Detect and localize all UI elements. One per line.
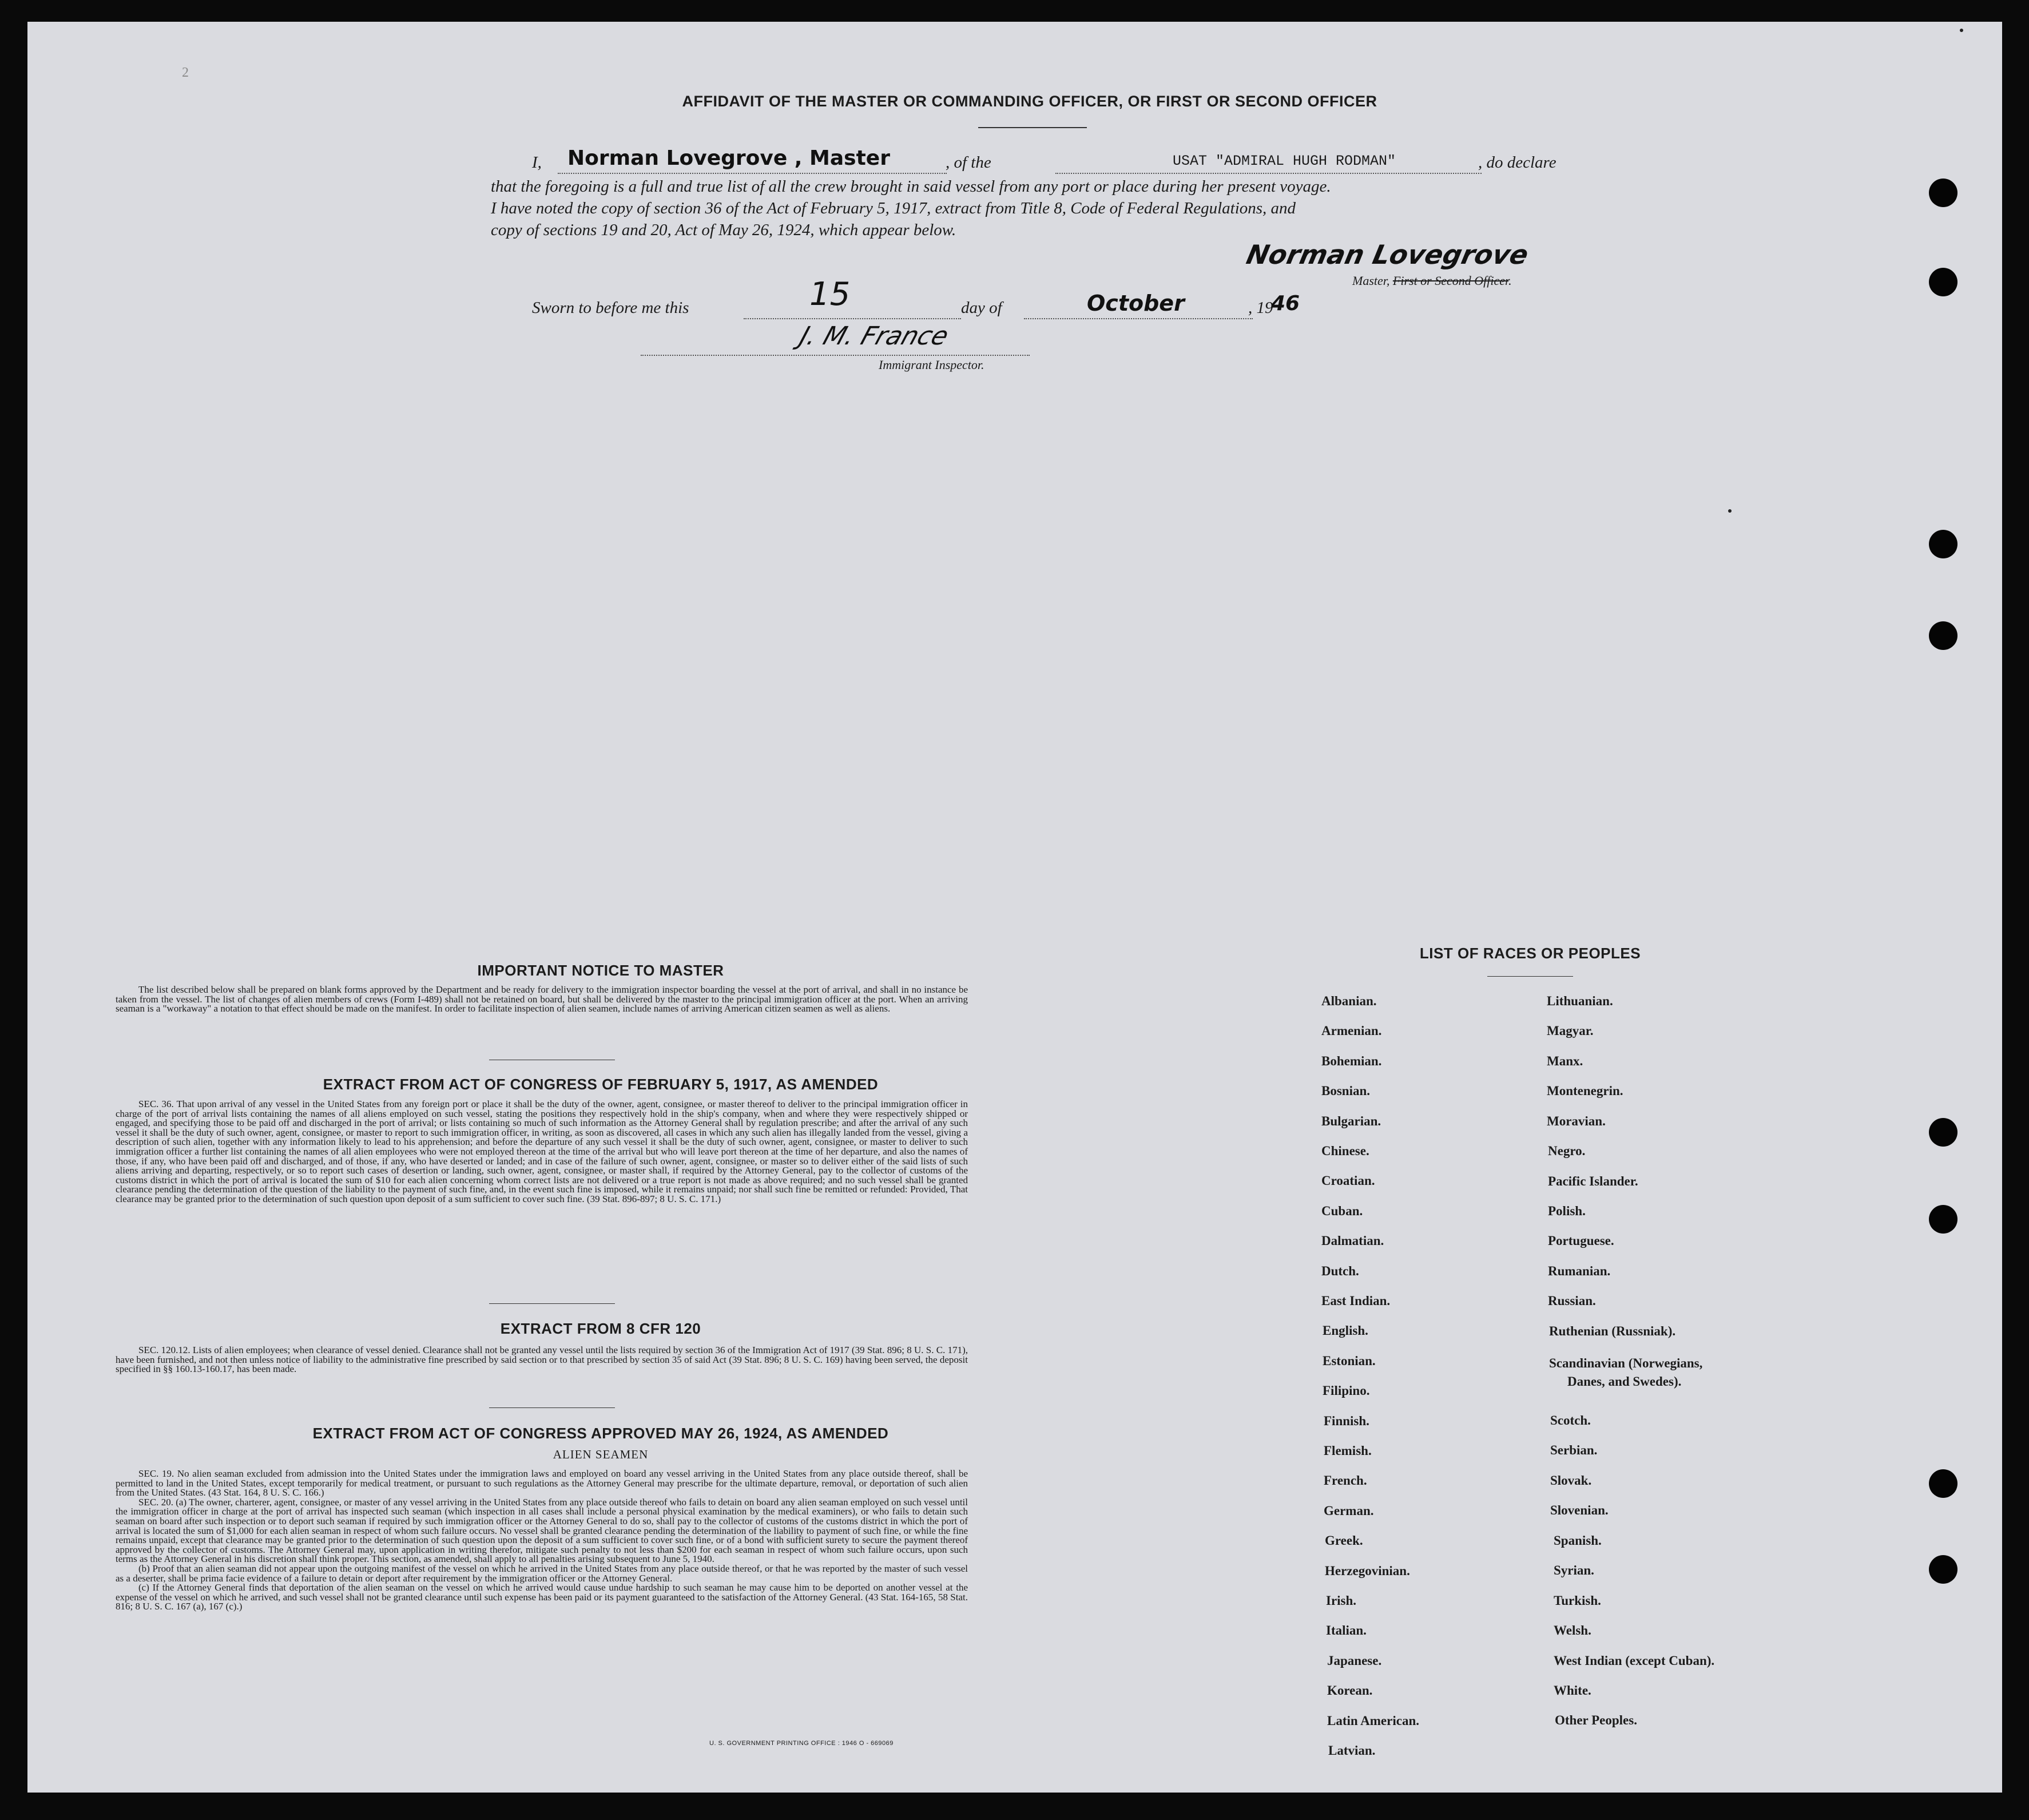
speck (1728, 509, 1732, 513)
race-item: Irish. (1326, 1593, 1357, 1608)
master-signature: Norman Lovegrove (1244, 239, 1531, 270)
binder-hole (1929, 1205, 1957, 1234)
affidavit-title: AFFIDAVIT OF THE MASTER OR COMMANDING OFFICER, OR FIRST OR SECOND OFFICER (682, 93, 1377, 110)
notice-title: IMPORTANT NOTICE TO MASTER (477, 962, 724, 979)
race-item: Rumanian. (1548, 1264, 1611, 1278)
race-item: Scandinavian (Norwegians, (1549, 1356, 1703, 1370)
race-item: Finnish. (1324, 1413, 1369, 1428)
race-item: Welsh. (1554, 1623, 1591, 1637)
race-item: East Indian. (1321, 1294, 1391, 1308)
race-item: Negro. (1548, 1144, 1586, 1158)
race-item: Dalmatian. (1321, 1234, 1384, 1248)
race-item: Danes, and Swedes). (1567, 1374, 1682, 1389)
section-120-12-paragraph: SEC. 120.12. Lists of alien employees; when clearance of vessel denied. Clearance shall not be granted any vessel until the lists required by section 36 of the Immigration Act of 1917 (39 Stat. 896; 8 U. S. C. 171), have been furnished, and not then unless notice of liability to the administrative fine prescribed by said section or to that prescribed by section 35 of said Act (39 Stat. 896; 8 U. S. C. 169) having been served, the deposit specified in §§ 160.13-160.17, has been made. (116, 1345, 968, 1375)
race-item: French. (1324, 1473, 1367, 1488)
binder-hole (1929, 530, 1957, 558)
race-item: German. (1324, 1503, 1374, 1518)
race-item: Lithuanian. (1547, 994, 1613, 1008)
divider (978, 127, 1087, 128)
race-item: Japanese. (1327, 1653, 1382, 1668)
extract-1917-body (116, 1100, 968, 1204)
extract-1924-body (116, 1469, 968, 1612)
declaration-prefix: I, (532, 153, 542, 172)
races-title: LIST OF RACES OR PEOPLES (1419, 945, 1641, 962)
race-item: Bulgarian. (1321, 1113, 1381, 1128)
race-item: Dutch. (1321, 1263, 1359, 1278)
day-of-label: day of (961, 299, 1002, 317)
month-handwritten: October (1087, 291, 1185, 316)
extract-1924-title: EXTRACT FROM ACT OF CONGRESS APPROVED MAY 26, 1924, AS AMENDED (312, 1425, 889, 1442)
master-caption (1352, 273, 1512, 288)
race-item: Turkish. (1554, 1593, 1601, 1608)
section-20b-paragraph: (b) Proof that an alien seaman did not appear upon the outgoing manifest of the vessel on which he arrived in the United States from any place outside thereof, or that he was reported by the master of such vessel as a deserter, shall be prima facie evidence of a failure to detain or deport after requirement by the immigration officer or the Attorney General. (116, 1563, 968, 1584)
race-item: Syrian. (1554, 1563, 1594, 1577)
struck-caption: First or Second Officer (1392, 273, 1509, 288)
race-item: Herzegovinian. (1325, 1563, 1410, 1578)
affidavit-line-2: that the foregoing is a full and true list of all the crew brought in said vessel from any port or place during her present voyage. (491, 177, 1331, 196)
race-item: Slovenian. (1550, 1503, 1609, 1517)
race-item: Montenegrin. (1547, 1084, 1623, 1098)
do-declare-label: , do declare (1478, 153, 1557, 172)
race-item: English. (1323, 1323, 1368, 1338)
race-item: Slovak. (1550, 1473, 1592, 1488)
affidavit-line-4: copy of sections 19 and 20, Act of May 26, 1924, which appear below. (491, 221, 956, 239)
race-item: Pacific Islander. (1548, 1174, 1638, 1188)
day-handwritten: 15 (809, 276, 851, 313)
race-item: Manx. (1547, 1054, 1583, 1068)
race-item: Scotch. (1550, 1413, 1591, 1428)
alien-seamen-subtitle: ALIEN SEAMEN (553, 1448, 649, 1461)
race-item: Croatian. (1321, 1173, 1375, 1188)
caption-period: . (1508, 273, 1512, 288)
section-36-paragraph: SEC. 36. That upon arrival of any vessel in the United States from any foreign port or place it shall be the duty of the owner, agent, consignee, or master thereof to deliver to the principal immigration officer in charge of the port of arrival lists containing the names of all aliens employed on such vessel, stating the positions they respectively hold in the ship's company, when and where they were respectively shipped or engaged, and specifying those to be paid off and discharged in the port of arrival; or lists containing so much of such information as the Attorney General shall by regulation prescribe; and after the arrival of any such vessel it shall be the duty of such owner, agent, consignee, or master to report to such immigration officer, in writing, as soon as discovered, all cases in which any such alien has illegally landed from the vessel, giving a description of such alien, together with any information likely to lead to his apprehension; and before the departure of any such vessel it shall be the duty of such owner, agent, consignee, or master to deliver to such immigration officer a further list containing the names of all alien employees who were not employed thereon at the time of the arrival but who will leave port thereon at the time of her departure, and also the names of those, if any, who have been paid off and discharged, and of those, if any, who have deserted or landed; and in case of the failure of such owner, agent, consignee, or master so to deliver either of the said lists of such aliens arriving and departing, respectively, or so to report such cases of desertion or landing, such owner, agent, consignee, or master shall, if required by the Attorney General, pay to the collector of customs of the customs district in which the port of arrival is located the sum of $10 for each alien concerning whom correct lists are not delivered or a true report is not made as above required; and no such vessel shall be granted clearance pending the determination of the question of the liability to the payment of such fine, and, in the event such fine is imposed, while it remains unpaid; nor shall such fine be remitted or refunded: Provided, That clearance may be granted prior to the determination of such question upon deposit of a sum sufficient to cover such fine. (39 Stat. 896-897; 8 U. S. C. 171.) (116, 1099, 968, 1204)
year-handwritten: 46 (1271, 292, 1300, 315)
section-19-paragraph: SEC. 19. No alien seaman excluded from admission into the United States under the immigration laws and employed on board any vessel arriving in the United States from any place outside thereof, shall be permitted to land in the United States, except temporarily for medical treatment, or pursuant to such regulations as the Attorney General may prescribe for the ultimate departure, removal, or deportation of such alien from the United States. (43 Stat. 164, 8 U. S. C. 166.) (116, 1468, 968, 1498)
race-item: Flemish. (1324, 1444, 1372, 1458)
day-underline (744, 318, 961, 319)
vessel-underline (1055, 173, 1482, 174)
race-item: Magyar. (1547, 1024, 1594, 1038)
binder-hole (1929, 1118, 1957, 1147)
inspector-signature: J. M. France (796, 322, 952, 351)
inspector-underline (641, 355, 1030, 356)
race-item: Moravian. (1547, 1114, 1606, 1128)
race-item: White. (1554, 1683, 1591, 1698)
page-number: 2 (182, 65, 189, 80)
year-prefix: , 19 (1248, 299, 1273, 317)
binder-hole (1929, 179, 1957, 207)
race-item: West Indian (except Cuban). (1554, 1654, 1715, 1668)
race-item: Latvian. (1328, 1743, 1376, 1758)
extract-1917-title: EXTRACT FROM ACT OF CONGRESS OF FEBRUARY 5, 1917, AS AMENDED (323, 1076, 879, 1093)
name-underline (558, 173, 947, 174)
extract-cfr-body (116, 1346, 968, 1374)
race-item: Other Peoples. (1555, 1713, 1637, 1727)
of-the-label: , of the (946, 153, 991, 172)
race-item: Bosnian. (1321, 1084, 1371, 1099)
vessel-name-typed: USAT "ADMIRAL HUGH RODMAN" (1173, 153, 1396, 169)
notice-paragraph: The list described below shall be prepared on blank forms approved by the Department and be ready for delivery to the immigration inspector boarding the vessel at the port of arrival, and shall in no instance be taken from the vessel. The list of changes of alien members of crews (Form I-489) shall not be retained on board, but shall be delivered by the master to the principal immigration officer at the port. When an arriving seaman is a "workaway" a notation to that effect should be made on the manifest. In order to facilitate inspection of alien seamen, include names of arriving American citizen seamen as well as aliens. (116, 984, 968, 1014)
race-item: Albanian. (1321, 994, 1377, 1008)
race-item: Greek. (1325, 1533, 1363, 1548)
binder-hole (1929, 268, 1957, 296)
race-item: Serbian. (1550, 1443, 1598, 1457)
race-item: Russian. (1548, 1294, 1596, 1308)
extract-cfr-title: EXTRACT FROM 8 CFR 120 (500, 1320, 701, 1337)
binder-hole (1929, 1469, 1957, 1498)
race-item: Filipino. (1323, 1383, 1370, 1398)
race-item: Polish. (1548, 1204, 1586, 1218)
divider (489, 1303, 615, 1304)
speck (1960, 29, 1963, 32)
race-item: Spanish. (1554, 1533, 1602, 1548)
binder-hole (1929, 1555, 1957, 1584)
race-item: Cuban. (1321, 1203, 1363, 1218)
divider (1487, 976, 1573, 977)
sworn-line (532, 276, 1333, 325)
affidavit-line-3: I have noted the copy of section 36 of the Act of February 5, 1917, extract from Title 8, Code of Federal Regulations, and (491, 199, 1296, 217)
section-20a-paragraph: SEC. 20. (a) The owner, charterer, agent, consignee, or master of any vessel arriving in the United States from any place outside thereof who fails to detain on board any alien seaman employed on such vessel until the immigration officer in charge at the port of arrival has inspected such seaman (which inspection in all cases shall include a personal physical examination by the medical examiners), or who fails to detain such seaman on board after such inspection or to deport such seaman if required by such immigration officer or the Attorney General to do so, shall pay to the collector of customs of the customs district in which the port of arrival is located the sum of $1,000 for each alien seaman in respect of whom such failure occurs. No vessel shall be granted clearance pending the determination of the liability to payment of such fine, or while the fine remains unpaid, except that clearance may be granted prior to the determination of such question upon the deposit of a sum sufficient to cover such fine, or of a bond with sufficient surety to secure the payment thereof approved by the collector of customs. The Attorney General may, upon application in writing therefor, mitigate such penalty to not less than $200 for each seaman in respect of whom such failure occurs, upon such terms as the Attorney General in his discretion shall think proper. This section, as amended, shall apply to all penalties arising subsequent to June 5, 1940. (116, 1496, 968, 1565)
race-item: Bohemian. (1321, 1053, 1382, 1068)
section-20c-paragraph: (c) If the Attorney General finds that deportation of the alien seaman on the vessel on which he arrived would cause undue hardship to such seaman he may cause him to be deported on another vessel at the expense of the vessel on which he arrived, and such vessel shall not be granted clearance until such expense has been paid or its payment guaranteed to the satisfaction of the Attorney General. (43 Stat. 164-165, 58 Stat. 816; 8 U. S. C. 167 (a), 167 (c).) (116, 1582, 968, 1612)
master-name-handwritten: Norman Lovegrove , Master (567, 146, 890, 170)
race-item: Chinese. (1321, 1144, 1369, 1158)
race-item: Armenian. (1321, 1024, 1382, 1038)
race-item: Portuguese. (1548, 1234, 1614, 1248)
race-item: Estonian. (1323, 1353, 1376, 1368)
divider (489, 1407, 615, 1408)
race-item: Latin American. (1327, 1713, 1419, 1728)
month-underline (1024, 318, 1253, 319)
master-caption-text: Master, (1352, 273, 1393, 288)
binder-hole (1929, 621, 1957, 650)
notice-body (116, 985, 968, 1014)
sworn-text: Sworn to before me this (532, 299, 689, 317)
inspector-caption: Immigrant Inspector. (879, 358, 984, 372)
race-item: Korean. (1327, 1683, 1373, 1698)
printing-office-imprint: U. S. GOVERNMENT PRINTING OFFICE : 1946 O - 669069 (709, 1740, 894, 1747)
race-item: Italian. (1326, 1623, 1367, 1638)
race-item: Ruthenian (Russniak). (1549, 1324, 1676, 1338)
